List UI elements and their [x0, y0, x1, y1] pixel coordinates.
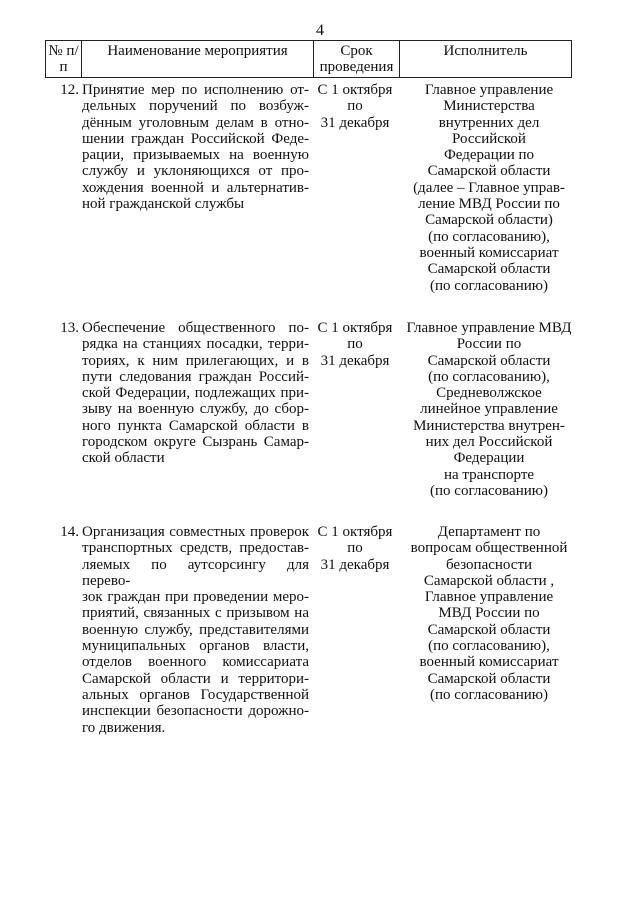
- text-line: отделов военного комиссариата: [82, 654, 309, 671]
- text-line: зыву на военную службу, до сбор-: [82, 401, 309, 418]
- row-number: 14.: [60, 524, 79, 540]
- text-line: ного пункта Самарской области в: [82, 417, 309, 434]
- text-line: ление МВД России по: [418, 196, 560, 213]
- text-line: С 1 октября: [317, 524, 393, 540]
- text-line: муниципальных органов власти,: [82, 638, 309, 655]
- text-line: зок граждан при проведении меро-: [82, 589, 309, 606]
- text-line: ляемых по аутсорсингу для перево-: [82, 556, 309, 589]
- text-line: ской области: [82, 450, 165, 467]
- table-header: [45, 40, 572, 78]
- text-line: Главное управление: [424, 82, 554, 98]
- row-executor: [403, 524, 575, 703]
- text-line: (далее – Главное управ-: [413, 179, 565, 196]
- text-line: Организация совместных проверок: [82, 524, 309, 540]
- text-line: военную службу, представителями: [82, 621, 309, 638]
- row-term: [313, 320, 397, 369]
- page-number: 4: [316, 22, 324, 39]
- text-line: инспекции безопасности дорожно-: [82, 703, 309, 720]
- text-line: Самарской области: [427, 352, 551, 369]
- row-event-name: [82, 82, 309, 212]
- text-line: транспортных средств, предостав-: [82, 540, 309, 557]
- text-line: Самарской области: [427, 261, 551, 278]
- text-line: го движения.: [82, 719, 166, 736]
- row-event-name: [82, 524, 309, 736]
- text-line: Самарской области: [427, 621, 551, 638]
- text-line: 31 декабря: [320, 114, 390, 131]
- text-line: рации, призываемых на военную: [82, 147, 309, 164]
- row-executor: [403, 82, 575, 294]
- text-line: 31 декабря: [320, 556, 390, 573]
- text-line: (по согласованию): [430, 277, 548, 294]
- text-line: (по согласованию): [430, 482, 548, 499]
- text-line: МВД России по: [438, 605, 540, 622]
- text-line: Министерства: [443, 98, 535, 115]
- text-line: на транспорте: [443, 466, 535, 483]
- text-line: городском округе Сызрань Самар-: [82, 434, 309, 451]
- text-line: Главное управление МВД: [406, 320, 572, 336]
- text-line: Российской: [452, 130, 526, 147]
- text-line: вопросам общественной: [410, 540, 568, 557]
- text-line: Самарской области ,: [423, 572, 555, 589]
- text-line: ториях, к ним прилегающих, и в: [82, 352, 309, 369]
- text-line: безопасности: [445, 556, 533, 573]
- text-line: Средневолжское: [436, 385, 542, 402]
- text-line: Самарской области: [427, 163, 551, 180]
- text-line: приятий, связанных с призывом на: [82, 605, 309, 622]
- text-line: С 1 октября: [317, 320, 393, 336]
- text-line: линейное управление: [420, 401, 558, 418]
- text-line: по: [347, 98, 363, 115]
- text-line: Обеспечение общественного по-: [82, 320, 309, 336]
- text-line: по: [347, 336, 363, 353]
- text-line: Федерации по: [443, 147, 535, 164]
- row-number: 12.: [60, 82, 79, 98]
- text-line: пути следования граждан Россий-: [82, 368, 309, 385]
- text-line: (по согласованию),: [428, 228, 550, 245]
- text-line: службу и уклоняющихся от про-: [82, 163, 309, 180]
- row-number: 13.: [60, 320, 79, 336]
- header-executor: Исполнитель: [400, 41, 572, 78]
- text-line: России по: [456, 336, 522, 353]
- text-line: по: [347, 540, 363, 557]
- text-line: Департамент по: [437, 524, 541, 540]
- text-line: военный комиссариат: [419, 244, 559, 261]
- text-line: шении граждан Российской Феде-: [82, 130, 309, 147]
- text-line: Самарской области и территори-: [82, 670, 309, 687]
- text-line: дельных поручений по возбуж-: [82, 98, 309, 115]
- header-num: № п/п: [46, 41, 82, 78]
- text-line: Министерства внутрен-: [413, 417, 565, 434]
- row-executor: [403, 320, 575, 499]
- text-line: них дел Российской: [425, 434, 553, 451]
- text-line: ской Федерации, подлежащих при-: [82, 385, 309, 402]
- text-line: хождения военной и альтернатив-: [82, 179, 309, 196]
- text-line: рядка на станциях посадки, терри-: [82, 336, 309, 353]
- text-line: военный комиссариат: [419, 654, 559, 671]
- text-line: внутренних дел: [438, 114, 540, 131]
- text-line: (по согласованию),: [428, 368, 550, 385]
- text-line: Самарской области: [427, 670, 551, 687]
- text-line: альных органов Государственной: [82, 686, 309, 703]
- text-line: (по согласованию): [430, 686, 548, 703]
- text-line: С 1 октября: [317, 82, 393, 98]
- text-line: Федерации: [453, 450, 525, 467]
- text-line: 31 декабря: [320, 352, 390, 369]
- text-line: Принятие мер по исполнению от-: [82, 82, 309, 98]
- text-line: Главное управление: [424, 589, 554, 606]
- text-line: ной гражданской службы: [82, 196, 245, 213]
- text-line: (по согласованию),: [428, 638, 550, 655]
- header-term: Срок проведения: [314, 41, 400, 78]
- row-term: [313, 82, 397, 131]
- header-name: Наименование мероприятия: [82, 41, 314, 78]
- row-event-name: [82, 320, 309, 467]
- text-line: Самарской области): [425, 212, 553, 229]
- text-line: дённым уголовным делам в отно-: [82, 114, 309, 131]
- row-term: [313, 524, 397, 573]
